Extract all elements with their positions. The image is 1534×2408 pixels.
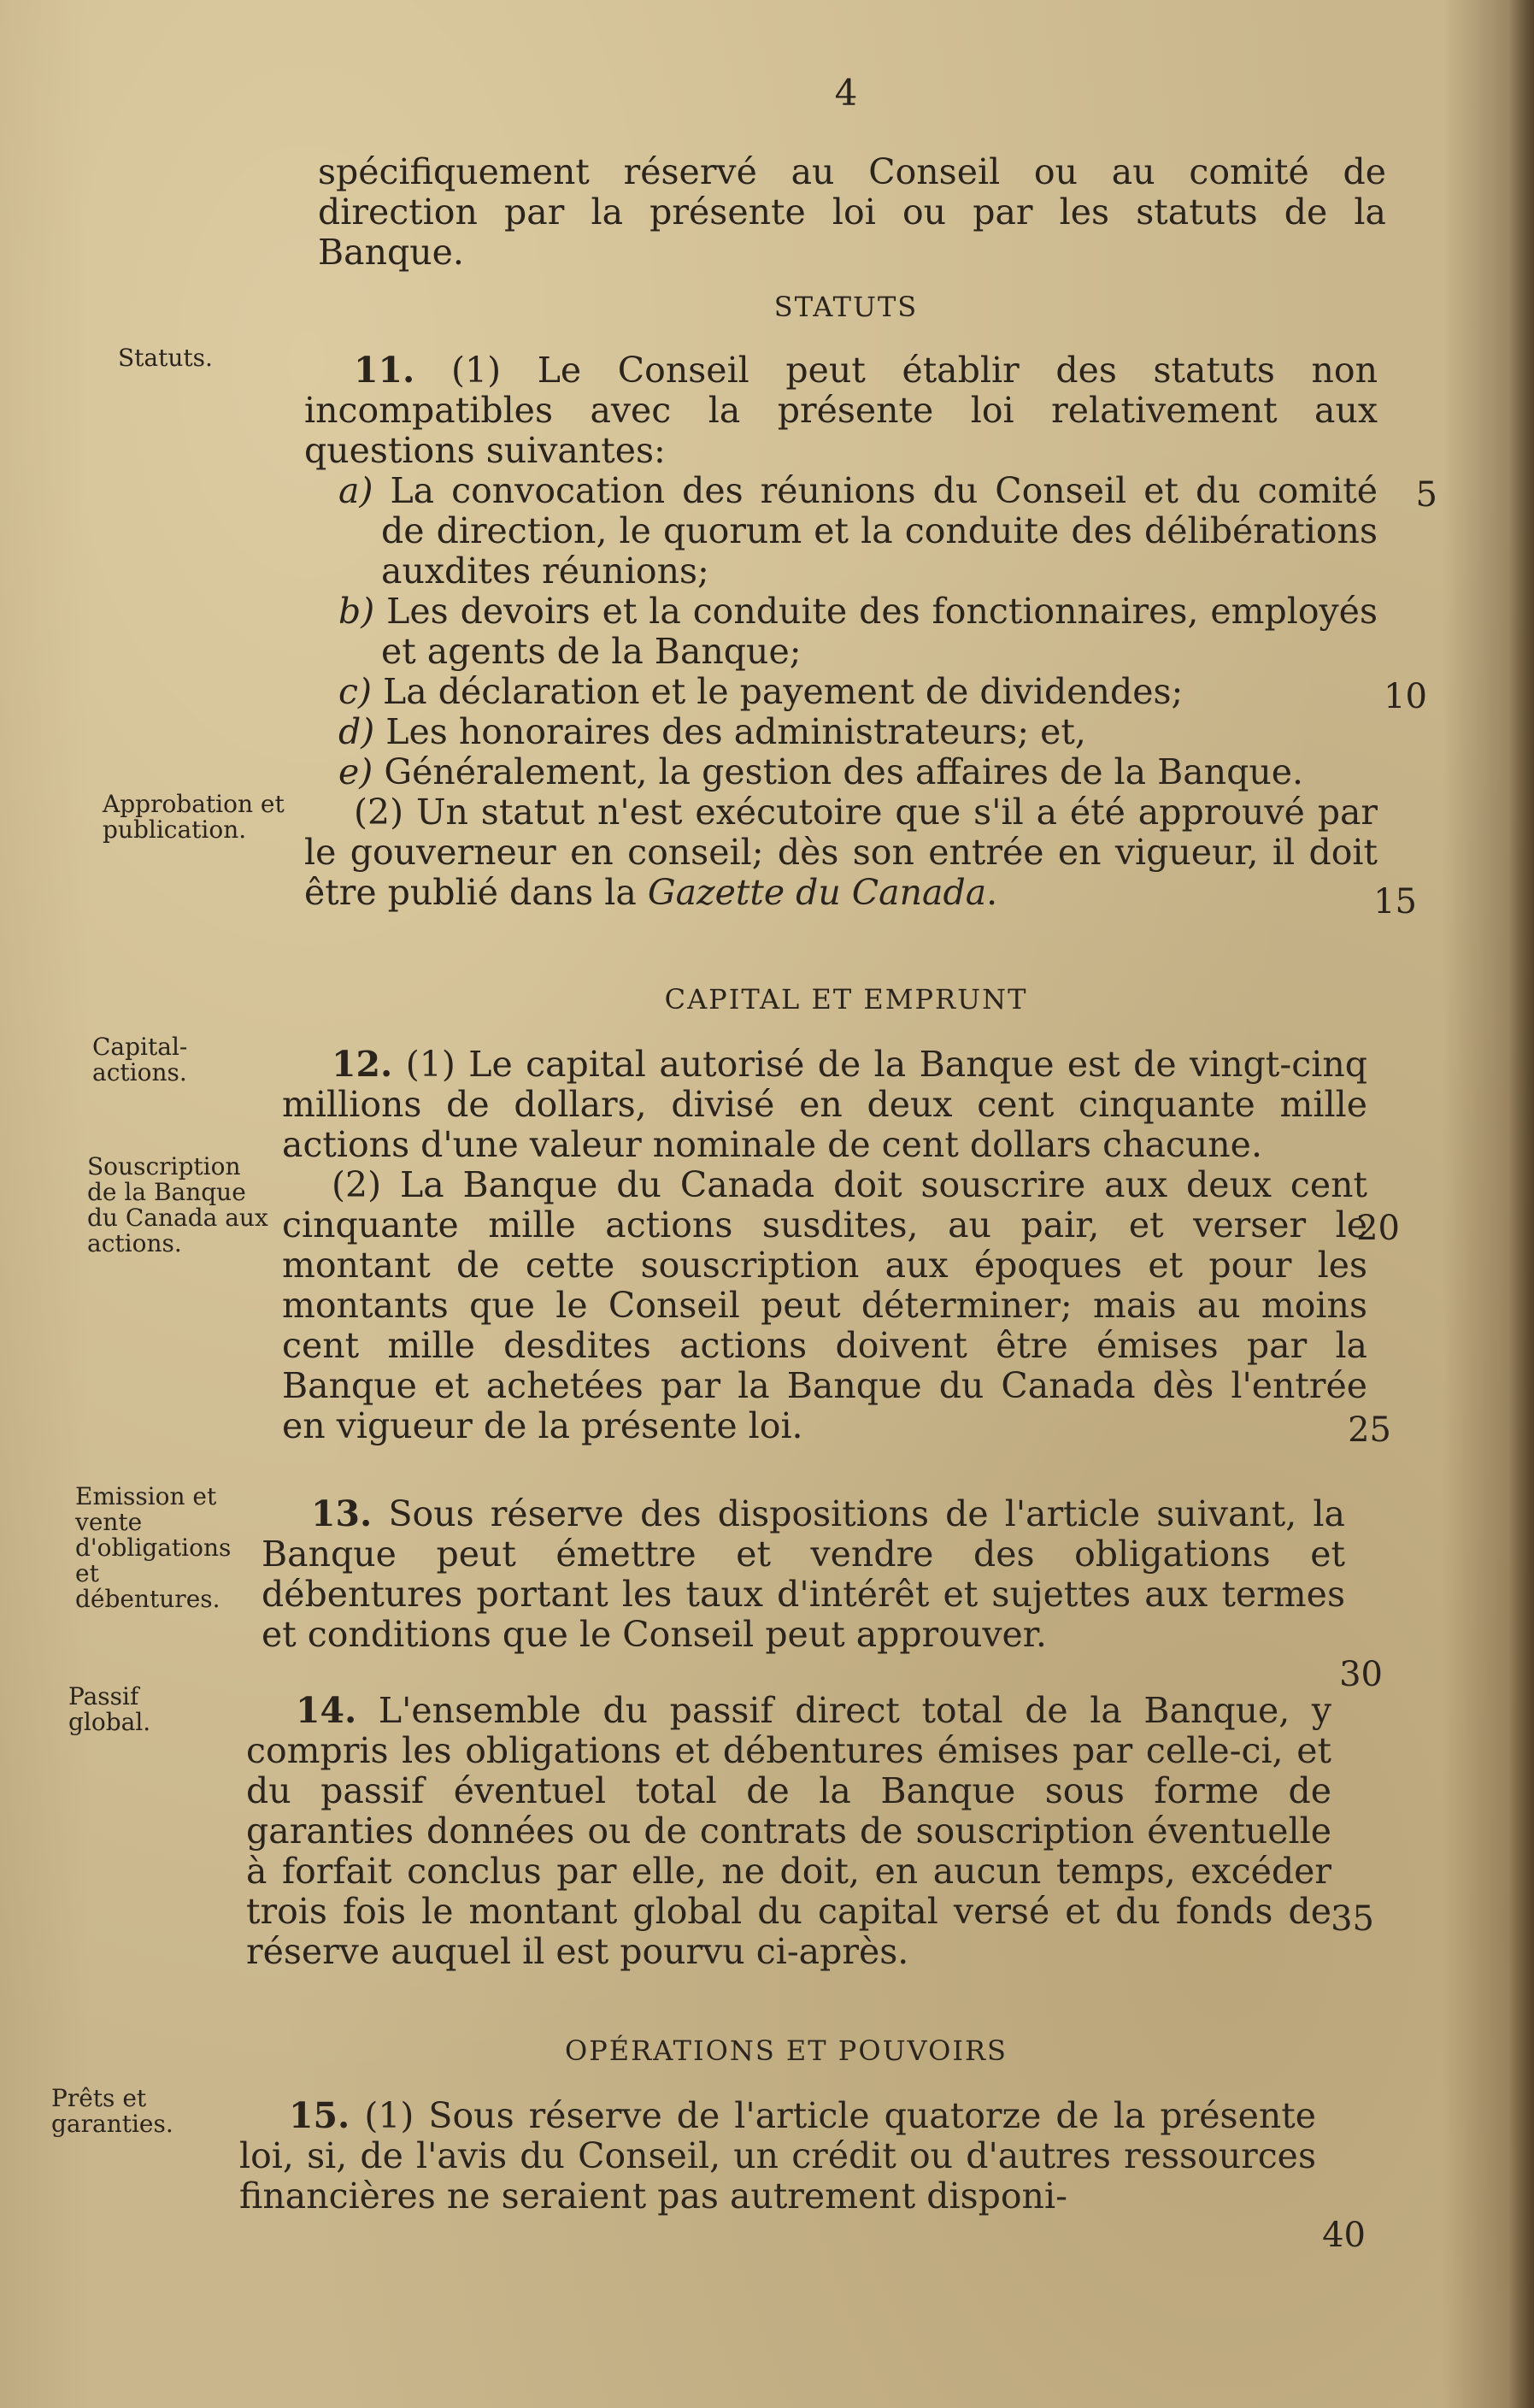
line-number-25: 25 <box>1348 1410 1391 1450</box>
article-14-paragraph <box>246 1691 1331 1972</box>
heading-capital: CAPITAL ET EMPRUNT <box>664 983 1028 1016</box>
margin-note-emission: Emission et vente d'obligations et débentures. <box>75 1482 232 1613</box>
item-text: Les honoraires des administrateurs; et, <box>385 711 1086 752</box>
continuation-paragraph: spécifiquement réservé au Conseil ou au comité de direction par la présente loi ou par les statuts de la Banque. <box>318 151 1386 273</box>
item-label: e) <box>338 751 373 792</box>
article-11-item-e <box>304 752 1378 792</box>
line-number-5: 5 <box>1415 475 1437 515</box>
article-12-paragraph-2: (2) La Banque du Canada doit souscrire aux deux cent cinquante mille actions susdites, au pair, et verser le montant de cette souscription aux époques et pour les montants que le Conseil peut déterminer; mais au moins cent mille desdites actions doivent être émises par la Banque et achetées par la Banque du Canada dès l'entrée en vigueur de la présente loi. <box>282 1164 1367 1446</box>
article-12-paragraph-1 <box>282 1045 1367 1165</box>
item-label: b) <box>338 591 375 632</box>
heading-statuts: STATUTS <box>773 291 919 323</box>
article-13-text: Sous réserve des dispositions de l'article suivant, la Banque peut émettre et vendre des obligations et débentures portant les taux d'intérêt et sujettes aux termes et conditions que le Conseil peut approuver. <box>262 1493 1345 1655</box>
article-number: 13. <box>311 1493 373 1534</box>
article-15 <box>239 2096 1316 2217</box>
heading-operations: OPÉRATIONS ET POUVOIRS <box>565 2034 1008 2067</box>
margin-note-statuts: Statuts. <box>118 344 213 372</box>
item-label: c) <box>338 671 372 712</box>
article-15-paragraph <box>239 2096 1316 2217</box>
article-11-p2-text: (2) Un statut n'est exécutoire que s'il a été approuvé par le gouverneur en conseil; dès son entrée en vigueur, il doit être publié dans la <box>304 792 1378 913</box>
line-number-30: 30 <box>1339 1655 1383 1694</box>
article-11-item-b <box>304 592 1378 672</box>
article-11-paragraph-2 <box>304 792 1378 913</box>
article-number: 15. <box>289 2095 350 2136</box>
item-label: d) <box>338 711 375 752</box>
margin-note-capital-actions: Capital-actions. <box>92 1033 188 1086</box>
article-14 <box>246 1691 1331 1972</box>
line-number-10: 10 <box>1384 677 1427 716</box>
article-11-intro <box>304 350 1378 471</box>
margin-note-approbation: Approbation et publication. <box>103 790 285 844</box>
item-text: Généralement, la gestion des affaires de la Banque. <box>384 751 1304 792</box>
article-number: 11. <box>354 350 415 391</box>
item-label: a) <box>338 470 373 511</box>
article-14-text: L'ensemble du passif direct total de la Banque, y compris les obligations et débentures émises par celle-ci, et du passif éventuel total de la Banque sous forme de garanties données ou de contrats de souscription éventuelle à forfait conclus par elle, ne doit, en aucun temps, excéder trois fois le montant global du capital versé et du fonds de réserve auquel il est pourvu ci-après. <box>246 1690 1331 1972</box>
article-number: 14. <box>296 1690 357 1731</box>
article-11-p2-end: . <box>986 872 998 913</box>
article-13 <box>262 1494 1345 1655</box>
margin-note-passif: Passif global. <box>68 1682 151 1736</box>
article-15-text: (1) Sous réserve de l'article quatorze de la présente loi, si, de l'avis du Conseil, un crédit ou d'autres ressources financières ne seraient pas autrement disponi- <box>239 2095 1316 2217</box>
line-number-35: 35 <box>1331 1899 1374 1939</box>
line-number-40: 40 <box>1322 2216 1366 2255</box>
article-11 <box>304 350 1378 913</box>
margin-note-souscription: Souscription de la Banque du Canada aux actions. <box>87 1152 268 1257</box>
item-text: Les devoirs et la conduite des fonctionnaires, employés et agents de la Banque; <box>381 591 1378 672</box>
line-number-15: 15 <box>1373 882 1417 921</box>
article-11-item-a <box>304 471 1378 592</box>
article-12 <box>282 1045 1367 1446</box>
item-text: La déclaration et le payement de dividendes; <box>383 671 1184 712</box>
article-11-item-c <box>304 672 1378 712</box>
margin-note-prets: Prêts et garanties. <box>51 2084 173 2138</box>
page-edge-shadow <box>1508 0 1534 2408</box>
item-text: La convocation des réunions du Conseil et du comité de direction, le quorum et la conduite des délibérations auxdites réunions; <box>381 470 1378 592</box>
article-13-paragraph <box>262 1494 1345 1655</box>
article-12-p1-text: (1) Le capital autorisé de la Banque est de vingt-cinq millions de dollars, divisé en deux cent cinquante mille actions d'une valeur nominale de cent dollars chacune. <box>282 1044 1367 1165</box>
article-11-intro-text: (1) Le Conseil peut établir des statuts non incompatibles avec la présente loi relativement aux questions suivantes: <box>304 350 1378 471</box>
gazette-title: Gazette du Canada <box>647 872 987 913</box>
article-number: 12. <box>332 1044 393 1085</box>
article-11-item-d <box>304 712 1378 752</box>
continuation-text <box>318 152 1386 273</box>
line-number-20: 20 <box>1356 1209 1400 1248</box>
page-number: 4 <box>834 72 858 114</box>
